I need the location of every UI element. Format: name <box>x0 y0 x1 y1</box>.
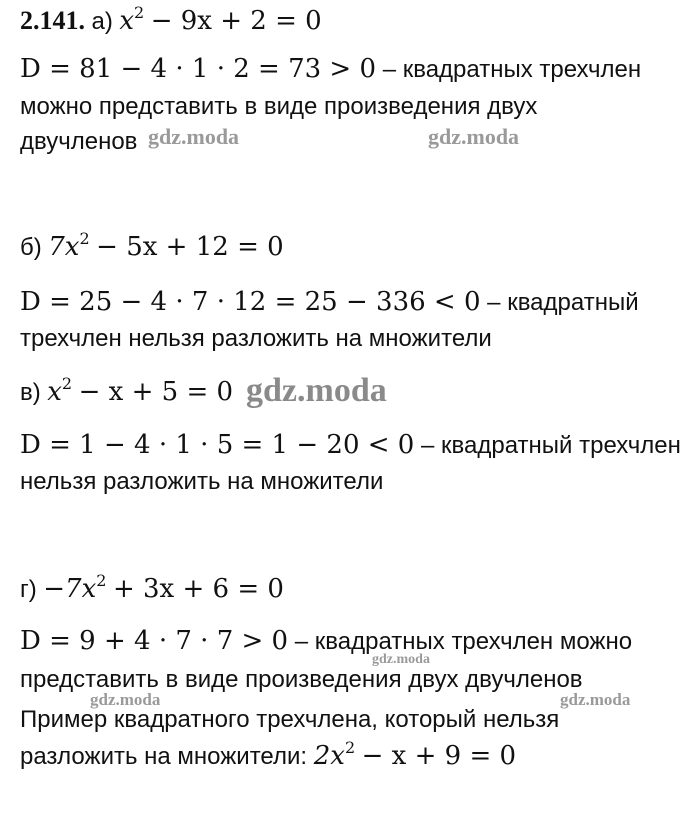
variable: x <box>47 377 62 407</box>
example-line-2 <box>20 738 517 772</box>
part-a-equation <box>20 3 322 37</box>
watermark: gdz.moda <box>246 372 387 409</box>
watermark: gdz.moda <box>560 690 631 709</box>
watermark: gdz.moda <box>90 690 161 709</box>
example-line-1: Пример квадратного трехчлена, который нельзя <box>20 706 560 733</box>
watermark: gdz.moda <box>372 652 430 667</box>
conclusion: – квадратных трехчлен <box>376 56 642 83</box>
equation-prefix: 2x <box>313 741 345 771</box>
problem-number: 2.141. <box>20 6 85 35</box>
part-b-conclusion-2: трехчлен нельзя разложить на множители <box>20 325 492 352</box>
watermark: gdz.moda <box>148 124 240 149</box>
discriminant: D = 9 + 4 · 7 · 7 > 0 <box>20 626 289 656</box>
conclusion: – квадратный трехчлен <box>414 432 681 459</box>
part-g-conclusion-2: представить в виде произведения двух двучленов <box>20 666 583 693</box>
watermark: gdz.moda <box>428 124 520 149</box>
equation-rest: − 5x + 12 = 0 <box>96 232 284 262</box>
discriminant: D = 25 − 4 · 7 · 12 = 25 − 336 < 0 <box>20 287 481 317</box>
part-v-conclusion-2: нельзя разложить на множители <box>20 468 384 495</box>
part-g-discriminant-line <box>20 626 632 657</box>
part-b-discriminant-line <box>20 287 639 318</box>
equation-rest: − x + 5 = 0 <box>78 377 234 407</box>
variable: x <box>119 6 135 36</box>
part-a-conclusion-2: можно представить в виде произведения двух <box>20 93 538 120</box>
exponent: 2 <box>344 738 356 757</box>
part-a-discriminant-line <box>20 54 641 85</box>
equation-rest: − x + 9 = 0 <box>361 741 517 771</box>
part-b-equation <box>20 229 284 263</box>
equation-rest: + 3x + 6 = 0 <box>112 574 284 604</box>
part-a-conclusion-3: двучленов <box>20 128 138 155</box>
exponent: 2 <box>96 571 107 590</box>
part-label: а) <box>91 8 113 35</box>
discriminant: D = 81 − 4 · 1 · 2 = 73 > 0 <box>20 54 377 84</box>
part-label: в) <box>20 379 41 406</box>
equation-prefix: −7x <box>43 574 97 604</box>
exponent: 2 <box>79 229 90 248</box>
equation-rest: − 9x + 2 = 0 <box>150 6 322 36</box>
discriminant: D = 1 − 4 · 1 · 5 = 1 − 20 < 0 <box>20 430 415 460</box>
part-label: б) <box>20 234 42 261</box>
exponent: 2 <box>134 3 145 22</box>
example-text: разложить на множители: <box>20 743 314 770</box>
part-v-discriminant-line <box>20 430 681 461</box>
exponent: 2 <box>61 374 73 393</box>
conclusion: – квадратный <box>480 289 639 316</box>
part-label: г) <box>20 576 37 603</box>
equation-prefix: 7x <box>48 232 80 262</box>
part-v-equation <box>20 374 234 408</box>
conclusion: – квадратных трехчлен можно <box>288 628 633 655</box>
part-g-equation <box>20 571 284 605</box>
